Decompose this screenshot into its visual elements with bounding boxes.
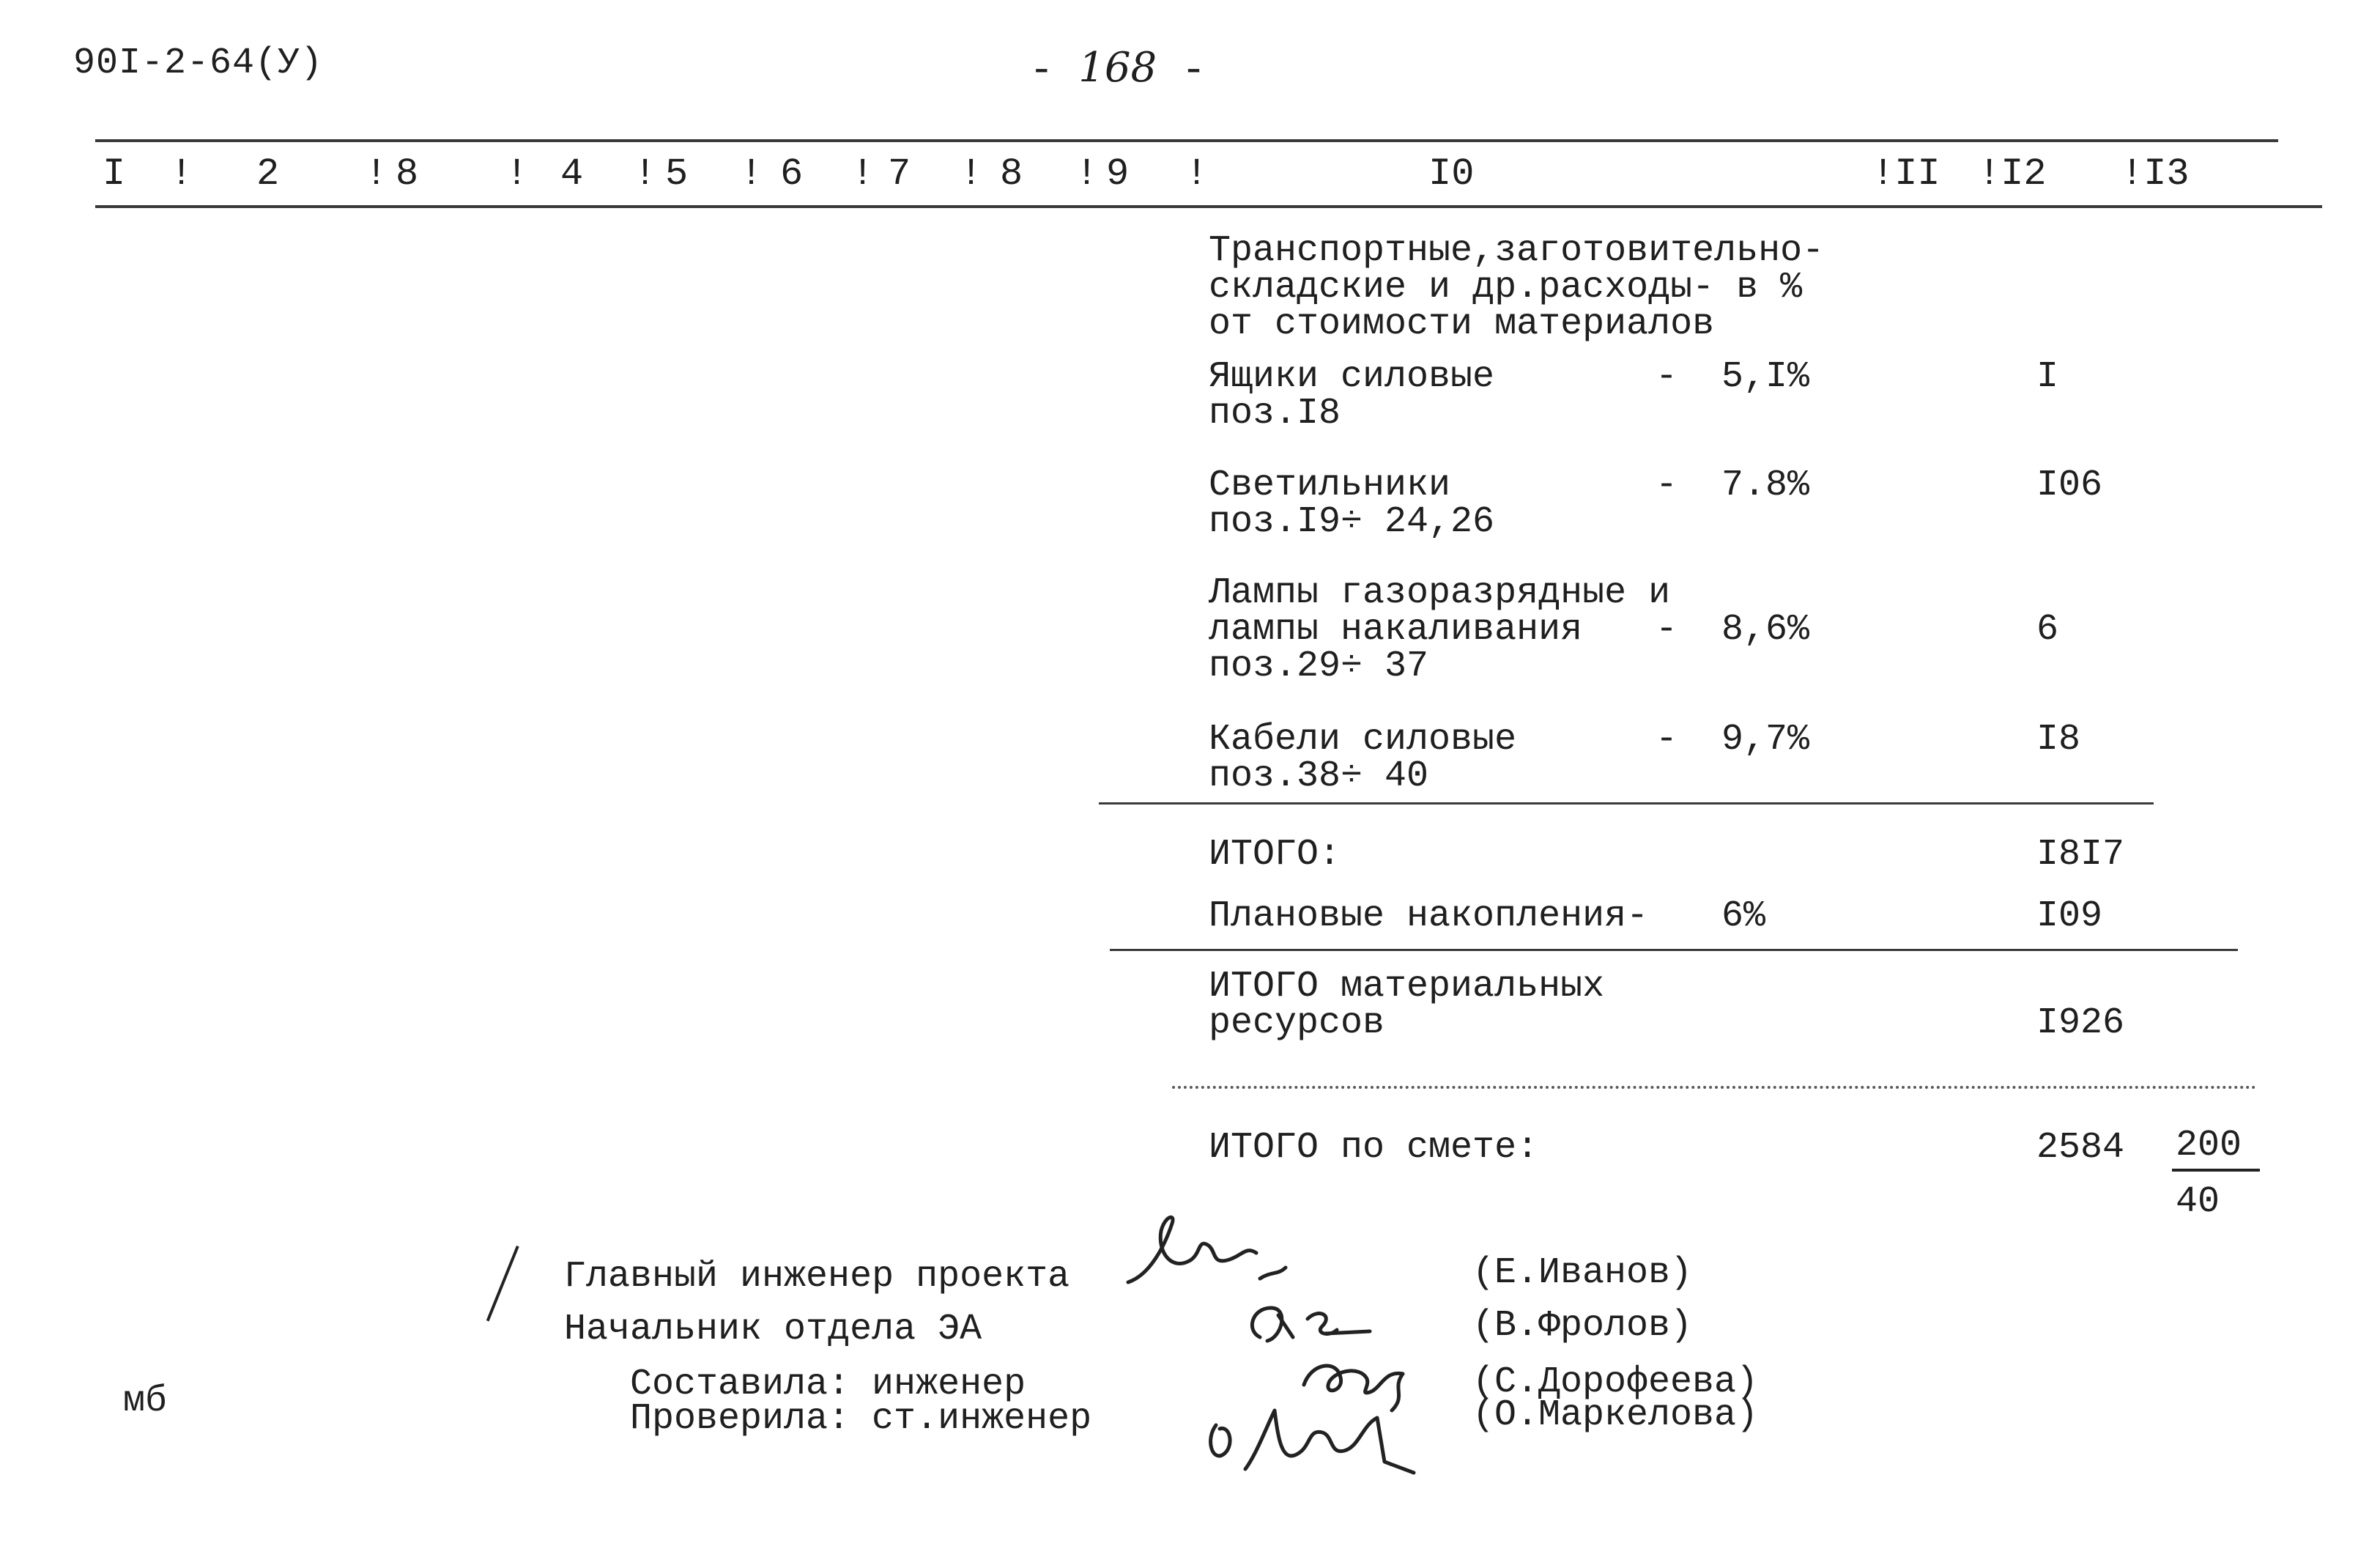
item-line: Ящики силовые bbox=[1209, 356, 1495, 398]
signatory-role: Главный инженер проекта bbox=[564, 1256, 1070, 1298]
item-value: I06 bbox=[2036, 465, 2103, 506]
column-header: 8 bbox=[396, 152, 419, 196]
page-number bbox=[1029, 44, 1206, 94]
column-header: 5 bbox=[665, 152, 689, 196]
item-dash: - bbox=[1656, 356, 1678, 398]
page-number-suffix: - bbox=[1157, 47, 1206, 94]
signature-frolov bbox=[1238, 1286, 1377, 1352]
estimate-total-label: ИТОГО по смете: bbox=[1209, 1127, 1539, 1169]
item-dash: - bbox=[1656, 465, 1678, 506]
item-line: поз.I8 bbox=[1209, 393, 1341, 434]
total-label: ИТОГО: bbox=[1209, 834, 1341, 876]
margin-note: мб bbox=[123, 1380, 168, 1422]
column-separator: ! bbox=[505, 152, 529, 196]
item-line: лампы накаливания bbox=[1209, 609, 1583, 651]
item-dash: - bbox=[1656, 719, 1678, 761]
materials-total-line: ресурсов bbox=[1209, 1002, 1385, 1044]
column-header: 7 bbox=[888, 152, 911, 196]
item-line: поз.29÷ 37 bbox=[1209, 646, 1429, 687]
header-bottom-rule bbox=[95, 205, 2322, 208]
column-separator: ! bbox=[634, 152, 657, 196]
materials-total-value: I926 bbox=[2036, 1002, 2125, 1044]
total-value: I8I7 bbox=[2036, 834, 2125, 876]
planned-value: I09 bbox=[2036, 895, 2103, 937]
signatory-name: (О.Маркелова) bbox=[1472, 1394, 1759, 1436]
item-rate: 5,I% bbox=[1721, 356, 1810, 398]
signatory-role: Составила: инженер bbox=[630, 1364, 1026, 1405]
item-rate: 8,6% bbox=[1721, 609, 1810, 651]
column-separator: ! bbox=[1075, 152, 1099, 196]
item-value: 6 bbox=[2036, 609, 2059, 651]
signature-dorofeeva-markelova bbox=[1201, 1345, 1436, 1484]
item-line: Кабели силовые bbox=[1209, 719, 1517, 761]
item-rate: 9,7% bbox=[1721, 719, 1810, 761]
item-dash: - bbox=[1656, 609, 1678, 651]
planned-rate: 6% bbox=[1721, 895, 1766, 937]
fraction-line bbox=[2172, 1169, 2260, 1172]
estimate-total-value: 2584 bbox=[2036, 1127, 2125, 1169]
planned-label: Плановые накопления- bbox=[1209, 895, 1649, 937]
materials-total-line: ИТОГО материальных bbox=[1209, 966, 1605, 1007]
column-separator: ! bbox=[960, 152, 983, 196]
page-number-value: 168 bbox=[1078, 44, 1157, 92]
column-separator: ! bbox=[1185, 152, 1209, 196]
column-header: !II bbox=[1872, 152, 1940, 196]
document-code: 90I-2-64(У) bbox=[73, 42, 324, 84]
column-header: 4 bbox=[560, 152, 584, 196]
signatory-role: Проверила: ст.инженер bbox=[630, 1398, 1092, 1440]
materials-rule bbox=[1110, 949, 2238, 951]
signatory-name: (В.Фролов) bbox=[1472, 1305, 1693, 1347]
item-rate: 7.8% bbox=[1721, 465, 1810, 506]
column-header: 9 bbox=[1106, 152, 1130, 196]
signatory-name: (Е.Иванов) bbox=[1472, 1252, 1693, 1294]
estimate-col13-top: 200 bbox=[2176, 1125, 2242, 1166]
column-separator: ! bbox=[170, 152, 193, 196]
estimate-col13-bottom: 40 bbox=[2176, 1181, 2220, 1223]
column-header: 2 bbox=[256, 152, 280, 196]
item-value: I8 bbox=[2036, 719, 2081, 761]
item-value: I bbox=[2036, 356, 2059, 398]
column-header: 8 bbox=[1000, 152, 1023, 196]
column-header: I bbox=[103, 152, 126, 196]
intro-line: Транспортные,заготовительно- bbox=[1209, 230, 1825, 272]
header-top-rule bbox=[95, 139, 2278, 142]
item-line: поз.38÷ 40 bbox=[1209, 755, 1429, 797]
column-header: !I2 bbox=[1978, 152, 2047, 196]
column-header: !I3 bbox=[2121, 152, 2190, 196]
signatory-name: (С.Дорофеева) bbox=[1472, 1361, 1759, 1403]
column-separator: ! bbox=[365, 152, 388, 196]
estimate-rule bbox=[1172, 1086, 2256, 1089]
column-separator: ! bbox=[851, 152, 875, 196]
subtotal-rule bbox=[1099, 802, 2154, 805]
column-separator: ! bbox=[740, 152, 763, 196]
item-line: поз.I9÷ 24,26 bbox=[1209, 501, 1495, 543]
column-header: I0 bbox=[1428, 152, 1475, 196]
item-line: Светильники bbox=[1209, 465, 1451, 506]
column-header: 6 bbox=[780, 152, 804, 196]
margin-slash-mark bbox=[486, 1246, 519, 1321]
item-line: Лампы газоразрядные и bbox=[1209, 572, 1671, 614]
page-number-prefix: - bbox=[1029, 47, 1079, 94]
signatory-role: Начальник отдела ЭА bbox=[564, 1309, 982, 1350]
intro-line: складские и др.расходы- в % bbox=[1209, 267, 1803, 308]
intro-line: от стоимости материалов bbox=[1209, 303, 1715, 345]
